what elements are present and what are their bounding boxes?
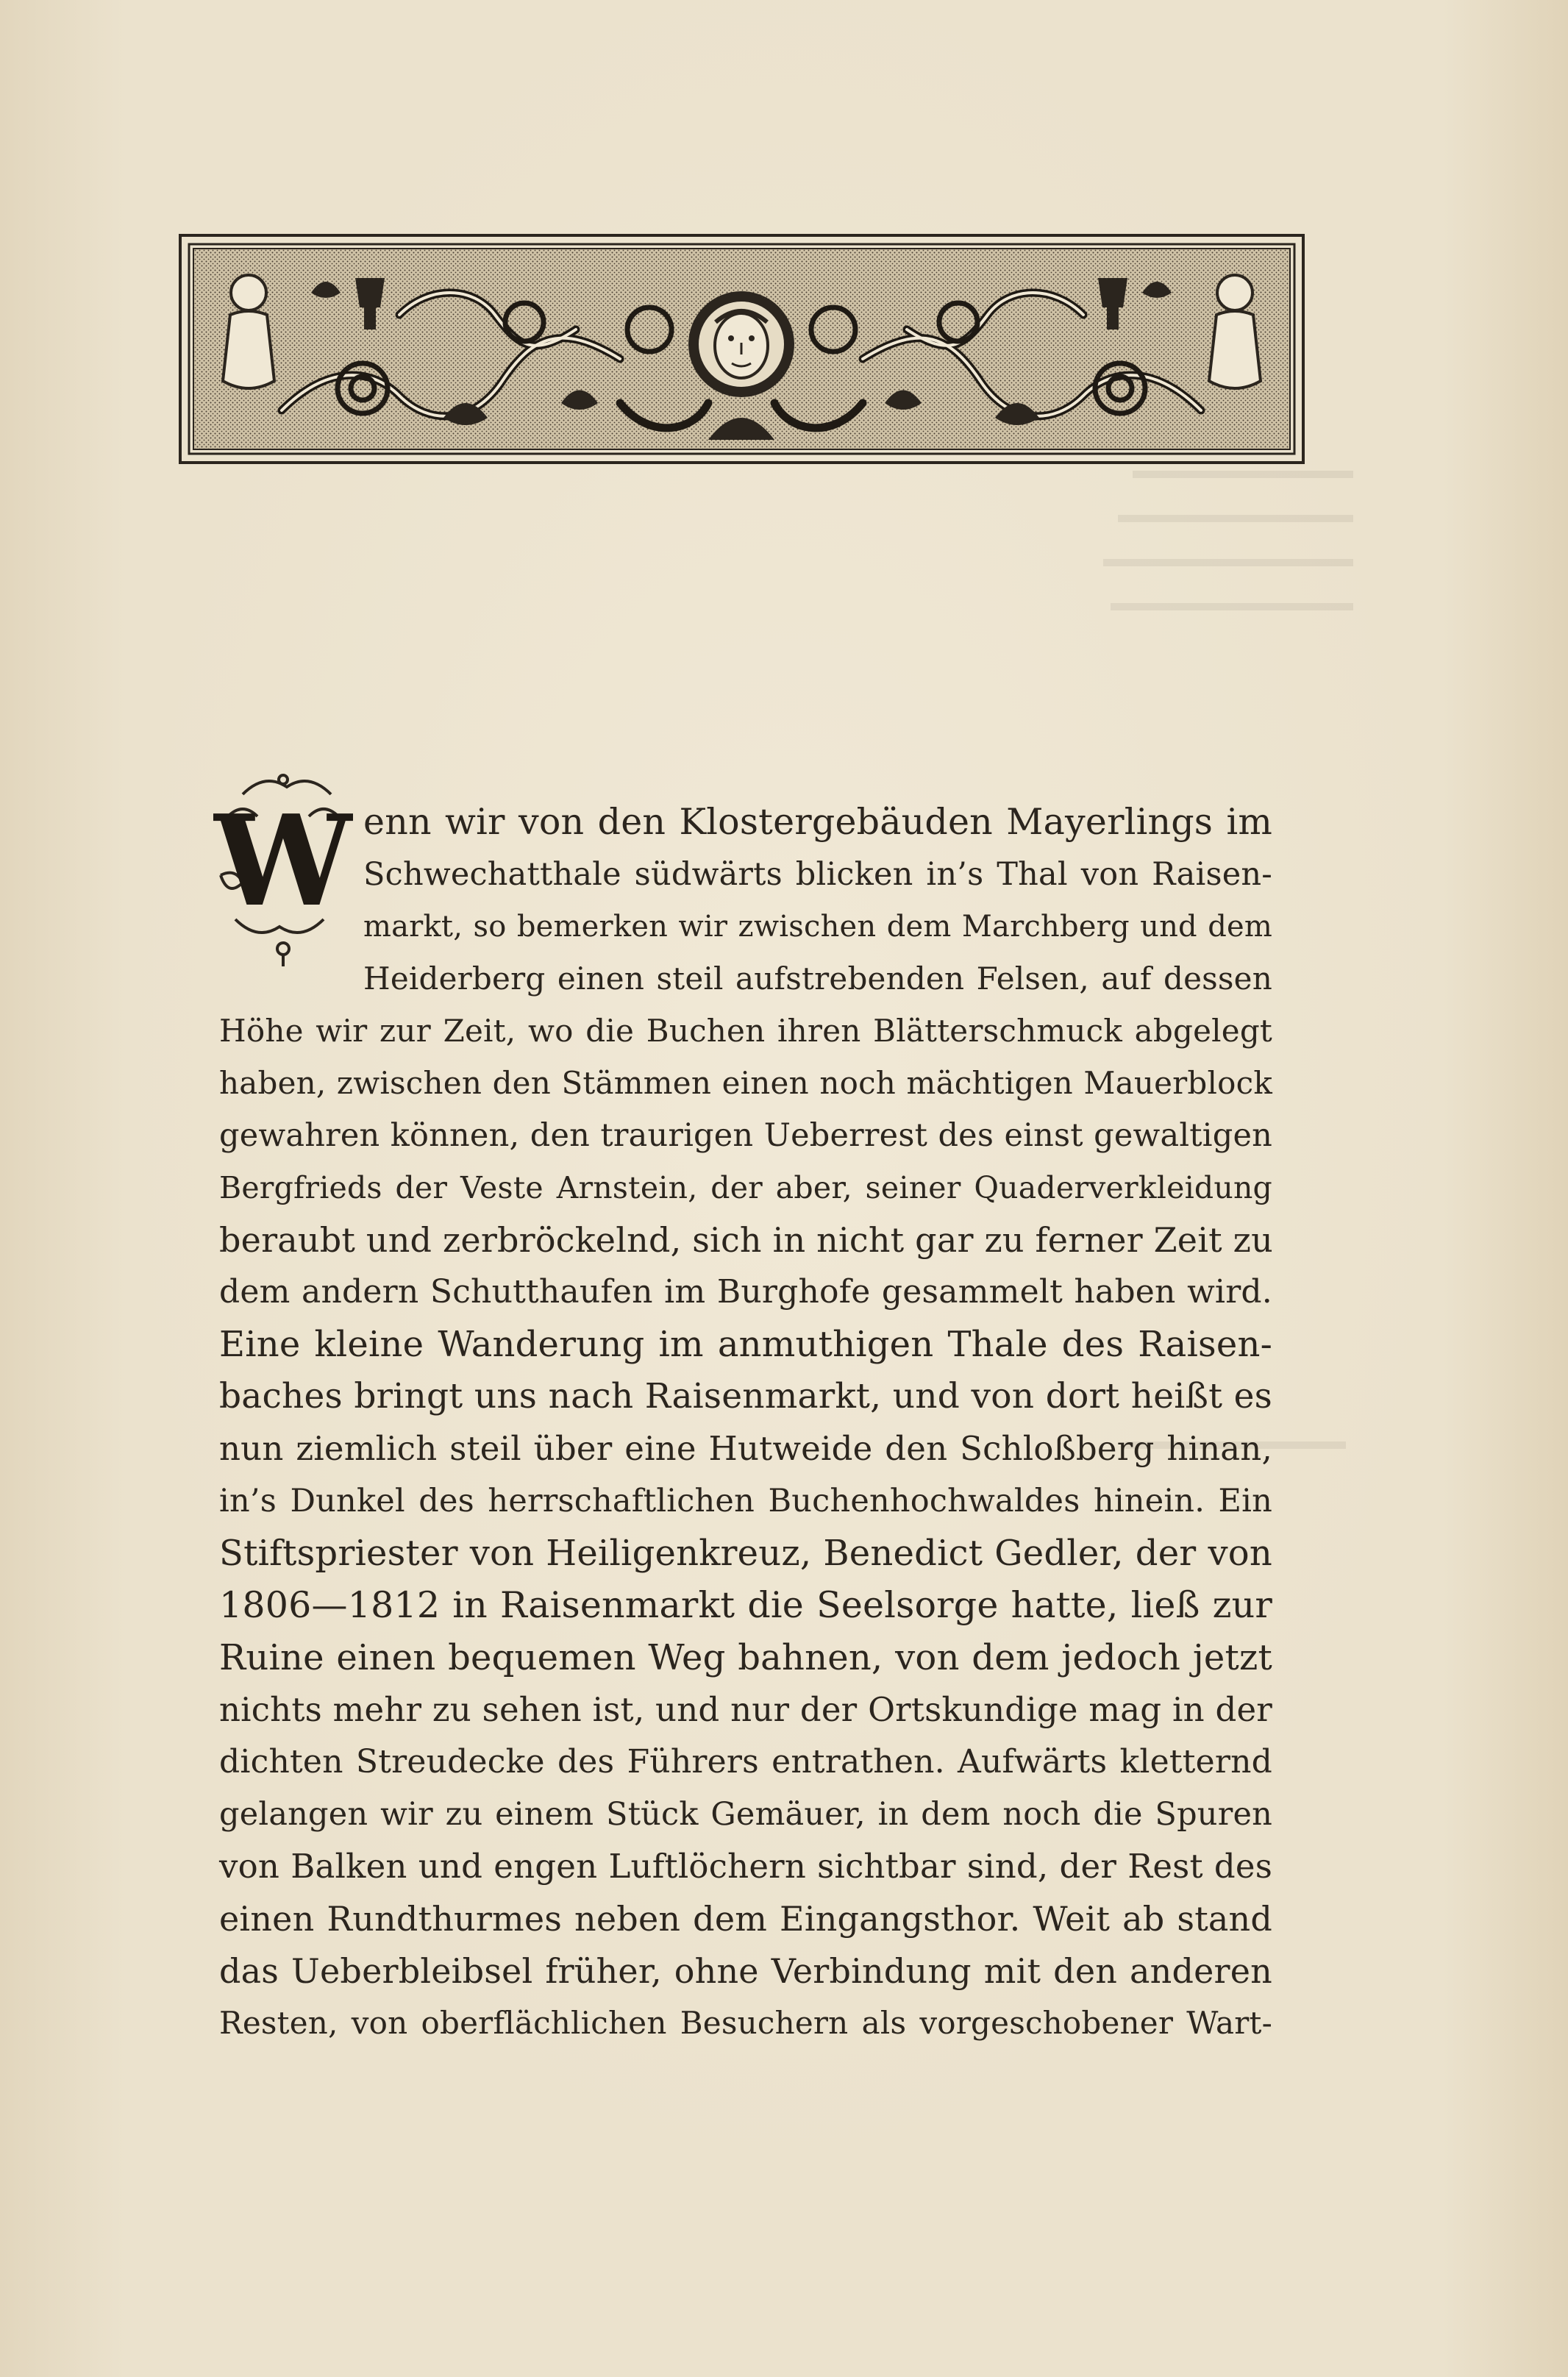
text-line-19: dichten Streudecke des Führers entrathen. Aufwärts kletternd xyxy=(219,1743,1272,1781)
decorated-initial-letter xyxy=(213,765,353,971)
text-line-2: Schwechatthale südwärts blicken in’s Thal von Raisen- xyxy=(363,856,1272,893)
text-line-10: dem andern Schutthaufen im Burghofe gesammelt haben wird. xyxy=(219,1273,1272,1311)
text-line-16: 1806—1812 in Raisenmarkt die Seelsorge hatte, ließ zur xyxy=(219,1584,1272,1626)
text-line-14: in’s Dunkel des herrschaftlichen Buchenhochwaldes hinein. Ein xyxy=(219,1483,1272,1519)
text-line-15: Stiftspriester von Heiligenkreuz, Benedict Gedler, der von xyxy=(219,1533,1272,1574)
text-line-22: einen Rundthurmes neben dem Eingangsthor. Weit ab stand xyxy=(219,1899,1272,1939)
text-line-23: das Ueberbleibsel früher, ohne Verbindung mit den anderen xyxy=(219,1951,1272,1991)
decorative-headpiece xyxy=(179,234,1305,464)
text-line-17: Ruine einen bequemen Weg bahnen, von dem jedoch jetzt xyxy=(219,1637,1272,1678)
text-line-18: nichts mehr zu sehen ist, und nur der Ortskundige mag in der xyxy=(219,1690,1272,1729)
text-line-5: Höhe wir zur Zeit, wo die Buchen ihren Blätterschmuck abgelegt xyxy=(219,1013,1272,1049)
text-line-20: gelangen wir zu einem Stück Gemäuer, in dem noch die Spuren xyxy=(219,1796,1272,1833)
text-line-13: nun ziemlich steil über eine Hutweide den Schloßberg hinan, xyxy=(219,1429,1272,1468)
text-line-7: gewahren können, den traurigen Ueberrest des einst gewaltigen xyxy=(219,1117,1272,1154)
initial-w-ornament xyxy=(213,765,353,971)
text-line-3: markt, so bemerken wir zwischen dem Marchberg und dem xyxy=(363,910,1272,944)
text-line-8: Bergfrieds der Veste Arnstein, der aber, seiner Quaderverkleidung xyxy=(219,1170,1272,1205)
text-line-1: enn wir von den Klostergebäuden Mayerlings im xyxy=(363,801,1272,843)
text-line-6: haben, zwischen den Stämmen einen noch mächtigen Mauerblock xyxy=(219,1065,1272,1101)
ornament-image xyxy=(179,234,1305,464)
text-line-9: beraubt und zerbröckelnd, sich in nicht gar zu ferner Zeit zu xyxy=(219,1220,1273,1260)
text-line-11: Eine kleine Wanderung im anmuthigen Thale des Raisen- xyxy=(219,1324,1272,1365)
text-line-24: Resten, von oberflächlichen Besuchern als vorgeschobener Wart- xyxy=(219,2005,1272,2041)
text-line-4: Heiderberg einen steil aufstrebenden Felsen, auf dessen xyxy=(363,961,1272,997)
text-line-21: von Balken und engen Luftlöchern sichtbar sind, der Rest des xyxy=(219,1847,1272,1886)
initial-letter: W xyxy=(213,788,353,935)
text-line-12: baches bringt uns nach Raisenmarkt, und von dort heißt es xyxy=(219,1376,1272,1416)
